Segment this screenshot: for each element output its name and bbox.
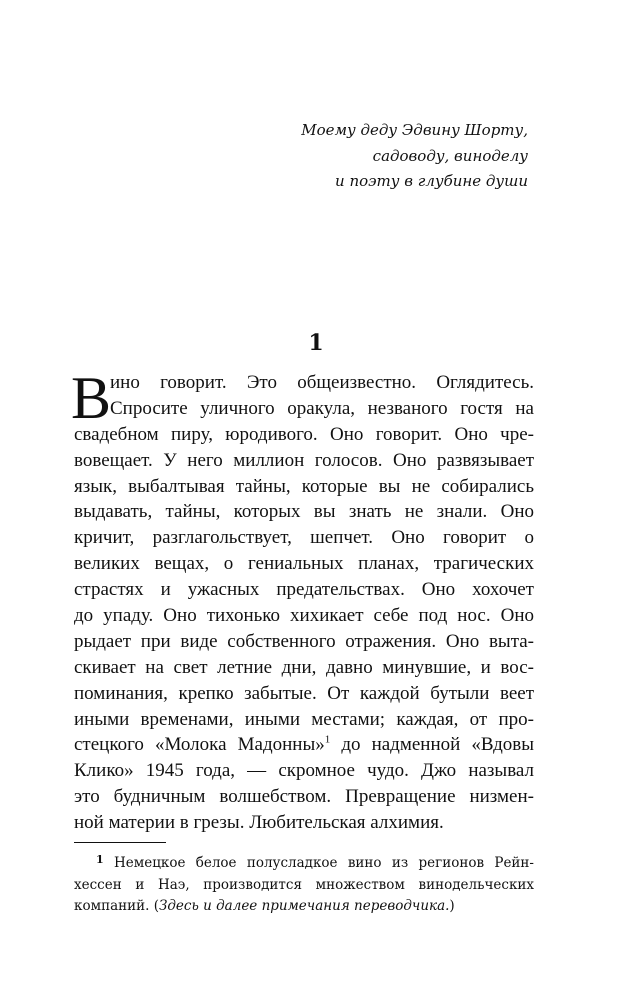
body-paragraph <box>71 365 534 836</box>
text-line: ной материи в грезы. Любительская алхимия. <box>74 812 444 834</box>
text-line: вовещает. У него миллион голосов. Оно развязывает <box>74 449 534 471</box>
footnote-marker[interactable]: 1 <box>324 734 331 747</box>
footnote-line <box>74 849 534 875</box>
footnote-line: хессен и Наэ, производится множеством винодельческих <box>74 876 534 893</box>
text-line: рыдает при виде собственного отражения. Оно выта- <box>74 630 534 652</box>
text-line: Клико» 1945 года, — скромное чудо. Джо называл <box>74 760 534 782</box>
footnote-text: Немецкое белое полусладкое вино из регионов Рейн- <box>113 855 534 871</box>
footnote-text: ) <box>449 898 455 914</box>
footnote-divider <box>74 842 166 843</box>
epigraph-line: Моему деду Эдвину Шорту, <box>301 121 528 139</box>
text-line-with-note <box>74 732 534 758</box>
text-line: страстях и ужасных предательствах. Оно хохочет <box>74 579 534 601</box>
text-line: иными временами, иными местами; каждая, от про- <box>74 708 534 730</box>
footnote-line <box>74 896 534 918</box>
epigraph <box>301 118 528 195</box>
text-line: скивает на свет летние дни, давно минувшие, и вос- <box>74 656 534 678</box>
footnote <box>74 849 534 918</box>
text-line: Спросите уличного оракула, незваного гостя на <box>110 397 534 419</box>
epigraph-line: садоводу, винoделу <box>372 146 528 165</box>
text-line: язык, выбалтывая тайны, которые вы не собирались <box>74 475 534 497</box>
drop-cap: В <box>71 365 112 431</box>
footnote-text: компаний. ( <box>74 898 159 914</box>
footnote-italic-text: Здесь и далее примечания переводчика. <box>158 898 450 914</box>
text-line: ино говорит. Это общеизвестно. Оглядитесь. <box>110 372 534 393</box>
epigraph-line: и поэту в глубине души <box>335 172 528 190</box>
text-line: свадебном пиру, юродивого. Оно говорит. Оно чре- <box>74 423 534 445</box>
footnote-number: 1 <box>96 853 104 866</box>
chapter-number: 1 <box>308 330 324 356</box>
text-line: поминания, крепко забытые. От каждой бутыли веет <box>74 682 534 704</box>
text-line: до упаду. Оно тихонько хихикает себе под нос. Оно <box>74 605 534 627</box>
text-line: это будничным волшебством. Превращение низмен- <box>74 786 534 808</box>
text-line: кричит, разглагольствует, шепчет. Оно говорит о <box>74 527 534 549</box>
text-line: великих вещах, о гениальных планах, трагических <box>74 553 534 575</box>
text-fragment: до надменной «Вдовы <box>330 734 534 756</box>
text-fragment: стецкого «Молока Мадонны» <box>74 734 325 756</box>
text-line: выдавать, тайны, которых вы знать не знали. Оно <box>74 501 534 523</box>
